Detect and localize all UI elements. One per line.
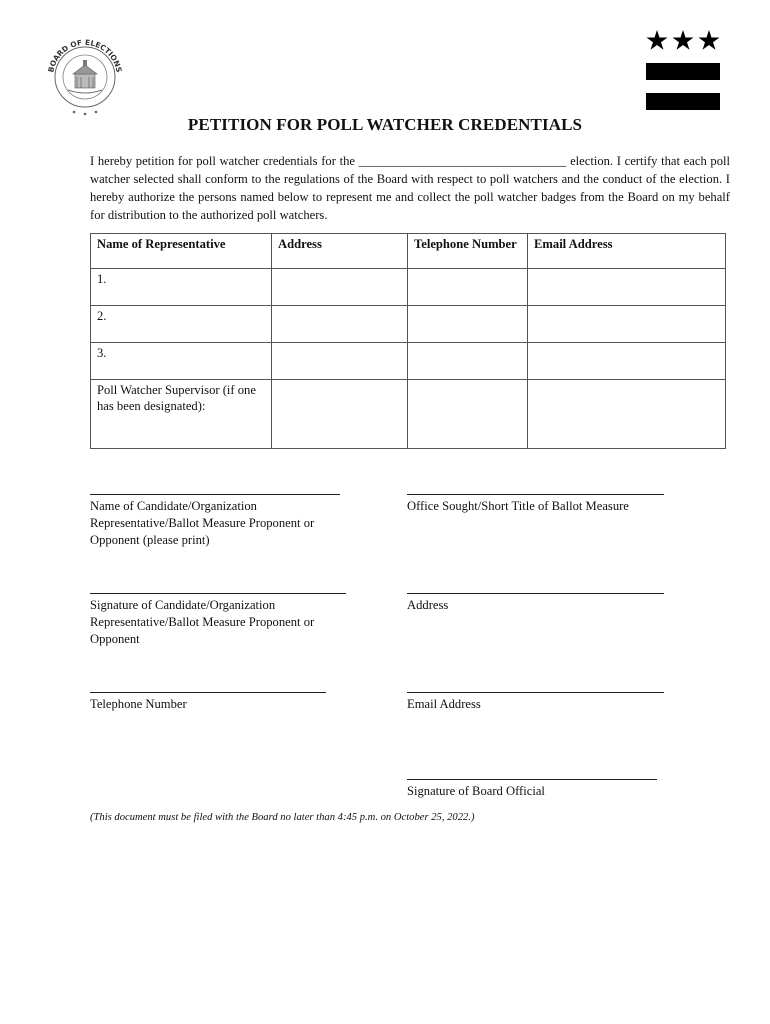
address-label: Address [407, 598, 449, 612]
table-row [91, 269, 726, 306]
email-label: Email Address [407, 697, 481, 711]
intro-paragraph: I hereby petition for poll watcher credentials for the _________________________________ election. I certify that each poll watcher selected shall conform to the regulations of the Board with respect to poll watchers and the conduct of the election. I hereby authorize the persons named below to represent me and collect the poll watcher badges from the Board on my behalf for distribution to the authorized poll watchers. [90, 154, 730, 222]
email-cell[interactable] [528, 343, 726, 380]
office-sought-label: Office Sought/Short Title of Ballot Measure [407, 499, 629, 513]
candidate-signature-label: Signature of Candidate/Organization Representative/Ballot Measure Proponent or Opponent [90, 598, 315, 646]
telephone-label: Telephone Number [90, 697, 187, 711]
address-cell[interactable] [272, 306, 408, 343]
header-email: Email Address [528, 234, 726, 269]
email-cell[interactable] [528, 269, 726, 306]
header-telephone: Telephone Number [408, 234, 528, 269]
telephone-line[interactable] [90, 692, 326, 693]
row-label: 2. [91, 306, 272, 343]
table-header-row [91, 234, 726, 269]
candidate-signature-line[interactable] [90, 593, 346, 594]
address-cell[interactable] [272, 380, 408, 449]
svg-text:BOARD OF ELECTIONS: BOARD OF ELECTIONS [46, 37, 124, 74]
page-title: PETITION FOR POLL WATCHER CREDENTIALS [187, 115, 583, 134]
header-address: Address [272, 234, 408, 269]
table-row [91, 380, 726, 449]
row-label: Poll Watcher Supervisor (if one has been designated): [91, 380, 272, 449]
address-cell[interactable] [272, 343, 408, 380]
email-line[interactable] [407, 692, 664, 693]
row-label: 1. [91, 269, 272, 306]
address-line[interactable] [407, 593, 664, 594]
email-cell[interactable] [528, 306, 726, 343]
table-row [91, 306, 726, 343]
header-name: Name of Representative [91, 234, 272, 269]
filing-deadline-note: (This document must be filed with the Board no later than 4:45 p.m. on October 25, 2022.) [90, 812, 475, 823]
board-official-label: Signature of Board Official [407, 784, 545, 798]
telephone-cell[interactable] [408, 269, 528, 306]
row-label: 3. [91, 343, 272, 380]
telephone-cell[interactable] [408, 306, 528, 343]
telephone-cell[interactable] [408, 343, 528, 380]
address-cell[interactable] [272, 269, 408, 306]
board-of-elections-seal [42, 32, 128, 118]
board-official-signature-line[interactable] [407, 779, 657, 780]
table-row [91, 343, 726, 380]
email-cell[interactable] [528, 380, 726, 449]
dc-flag-logo [645, 28, 721, 112]
candidate-name-line[interactable] [90, 494, 340, 495]
office-sought-line[interactable] [407, 494, 664, 495]
candidate-name-label: Name of Candidate/Organization Representative/Ballot Measure Proponent or Opponent (please print) [90, 499, 315, 547]
representatives-table [90, 233, 726, 449]
telephone-cell[interactable] [408, 380, 528, 449]
